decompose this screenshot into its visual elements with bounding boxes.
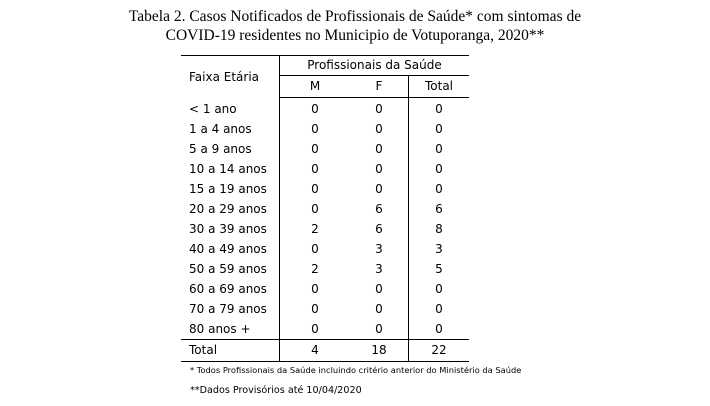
- total-header: Total: [409, 76, 470, 98]
- table-row: [181, 239, 469, 259]
- female-total-cell: 18: [350, 340, 409, 362]
- female-count-cell: 0: [350, 139, 409, 159]
- female-count-cell: 0: [350, 279, 409, 299]
- female-count-cell: 0: [350, 179, 409, 199]
- male-count-cell: 0: [311, 202, 319, 216]
- total-count-cell: 0: [435, 282, 443, 296]
- table-title: [0, 7, 710, 45]
- total-count-cell: 6: [435, 202, 443, 216]
- total-count-cell: 0: [435, 102, 443, 116]
- table-row: [181, 259, 469, 279]
- male-count-cell: 0: [311, 302, 319, 316]
- male-header: M: [280, 76, 351, 98]
- table-row: [181, 179, 469, 199]
- total-count-cell: 0: [435, 182, 443, 196]
- age-group-cell: 80 anos +: [181, 319, 280, 340]
- female-count-cell: 3: [350, 239, 409, 259]
- female-count-cell: 0: [350, 119, 409, 139]
- total-count-cell: 3: [435, 242, 443, 256]
- age-group-cell: 10 a 14 anos: [181, 159, 280, 179]
- male-count-cell: 0: [311, 102, 319, 116]
- table-row: [181, 139, 469, 159]
- female-count-cell: 6: [350, 219, 409, 239]
- health-professionals-header: Profissionais da Saúde: [280, 56, 470, 76]
- grand-total-cell: 22: [409, 340, 470, 362]
- age-group-cell: < 1 ano: [181, 98, 280, 120]
- header-row: [181, 56, 469, 76]
- table-row: [181, 279, 469, 299]
- age-group-header: Faixa Etária: [181, 56, 280, 98]
- age-group-cell: 60 a 69 anos: [181, 279, 280, 299]
- female-count-cell: 6: [350, 199, 409, 219]
- male-count-cell: 0: [311, 142, 319, 156]
- table-row: [181, 98, 469, 120]
- cases-table: [181, 55, 469, 362]
- age-group-cell: 40 a 49 anos: [181, 239, 280, 259]
- male-count-cell: 0: [311, 322, 319, 336]
- female-count-cell: 3: [350, 259, 409, 279]
- female-header: F: [350, 76, 409, 98]
- title-line-1: Tabela 2. Casos Notificados de Profissionais de Saúde* com sintomas de: [128, 8, 582, 25]
- female-count-cell: 0: [350, 159, 409, 179]
- table-row: [181, 319, 469, 340]
- total-count-cell: 0: [435, 122, 443, 136]
- age-group-cell: 1 a 4 anos: [181, 119, 280, 139]
- footnotes: [190, 364, 521, 398]
- table-row: [181, 159, 469, 179]
- male-count-cell: 2: [311, 222, 319, 236]
- male-count-cell: 0: [311, 182, 319, 196]
- female-count-cell: 0: [350, 299, 409, 319]
- age-group-cell: 5 a 9 anos: [181, 139, 280, 159]
- total-count-cell: 8: [435, 222, 443, 236]
- age-group-cell: 20 a 29 anos: [181, 199, 280, 219]
- total-count-cell: 0: [435, 162, 443, 176]
- table-row: [181, 219, 469, 239]
- female-count-cell: 0: [350, 98, 409, 120]
- male-count-cell: 0: [311, 122, 319, 136]
- male-count-cell: 0: [311, 162, 319, 176]
- total-count-cell: 0: [435, 142, 443, 156]
- total-row: [181, 340, 469, 362]
- table-row: [181, 299, 469, 319]
- age-group-cell: 70 a 79 anos: [181, 299, 280, 319]
- female-count-cell: 0: [350, 319, 409, 340]
- title-line-2: COVID-19 residentes no Municipio de Votuporanga, 2020**: [165, 27, 545, 44]
- footnote-provisional-data: **Dados Provisórios até 10/04/2020: [190, 385, 362, 396]
- male-count-cell: 2: [311, 262, 319, 276]
- male-total-cell: 4: [280, 340, 351, 362]
- footnote-health-professionals: * Todos Profissionais da Saúde incluindo critério anterior do Ministério da Saúde: [190, 365, 522, 375]
- total-count-cell: 5: [435, 262, 443, 276]
- total-count-cell: 0: [435, 322, 443, 336]
- total-count-cell: 0: [435, 302, 443, 316]
- total-label-cell: Total: [181, 340, 280, 362]
- age-group-cell: 50 a 59 anos: [181, 259, 280, 279]
- male-count-cell: 0: [311, 282, 319, 296]
- male-count-cell: 0: [311, 242, 319, 256]
- age-group-cell: 30 a 39 anos: [181, 219, 280, 239]
- age-group-cell: 15 a 19 anos: [181, 179, 280, 199]
- table-row: [181, 119, 469, 139]
- table-row: [181, 199, 469, 219]
